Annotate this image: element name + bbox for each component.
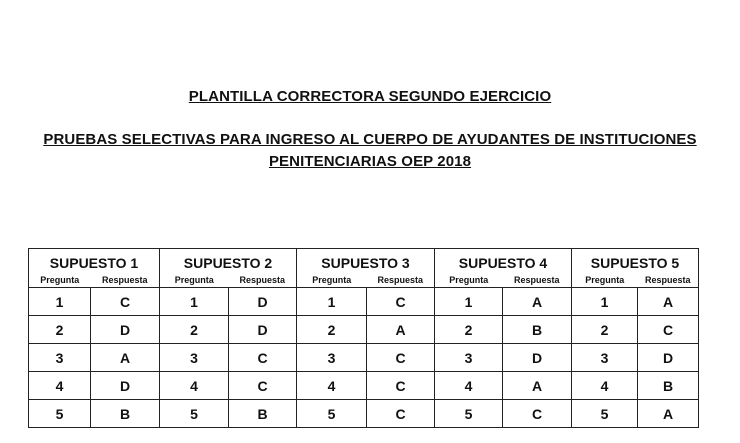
respuesta-cell: C <box>503 400 572 428</box>
pregunta-cell: 4 <box>160 372 229 400</box>
pregunta-cell: 3 <box>572 344 638 372</box>
respuesta-cell: B <box>503 316 572 344</box>
pregunta-cell: 4 <box>572 372 638 400</box>
respuesta-cell: C <box>367 400 435 428</box>
pregunta-cell: 3 <box>160 344 229 372</box>
respuesta-cell: D <box>229 288 297 316</box>
pregunta-cell: 4 <box>435 372 503 400</box>
respuesta-cell: C <box>367 288 435 316</box>
respuesta-header: Respuesta <box>229 274 297 288</box>
respuesta-cell: D <box>638 344 699 372</box>
page-title: PLANTILLA CORRECTORA SEGUNDO EJERCICIO <box>188 88 552 105</box>
table-row <box>29 288 699 316</box>
subtitle-line-1: PRUEBAS SELECTIVAS PARA INGRESO AL CUERPO DE AYUDANTES DE INSTITUCIONES <box>43 131 697 148</box>
supuesto-5-header: SUPUESTO 5 <box>572 249 699 275</box>
pregunta-cell: 3 <box>29 344 91 372</box>
respuesta-header: Respuesta <box>503 274 572 288</box>
pregunta-cell: 5 <box>160 400 229 428</box>
respuesta-cell: C <box>229 344 297 372</box>
respuesta-cell: B <box>91 400 160 428</box>
respuesta-cell: C <box>367 372 435 400</box>
pregunta-cell: 2 <box>572 316 638 344</box>
respuesta-cell: D <box>91 372 160 400</box>
pregunta-cell: 2 <box>160 316 229 344</box>
pregunta-cell: 5 <box>297 400 367 428</box>
table-row <box>29 400 699 428</box>
respuesta-cell: D <box>503 344 572 372</box>
supuesto-2-header: SUPUESTO 2 <box>160 249 297 275</box>
pregunta-header: Pregunta <box>297 274 367 288</box>
supuesto-3-header: SUPUESTO 3 <box>297 249 435 275</box>
supuesto-4-header: SUPUESTO 4 <box>435 249 572 275</box>
pregunta-header: Pregunta <box>435 274 503 288</box>
pregunta-cell: 5 <box>29 400 91 428</box>
table-row <box>29 316 699 344</box>
pregunta-cell: 2 <box>29 316 91 344</box>
pregunta-cell: 4 <box>29 372 91 400</box>
pregunta-cell: 3 <box>297 344 367 372</box>
pregunta-header: Pregunta <box>160 274 229 288</box>
respuesta-header: Respuesta <box>91 274 160 288</box>
table-row <box>29 372 699 400</box>
respuesta-cell: A <box>638 288 699 316</box>
pregunta-cell: 1 <box>29 288 91 316</box>
respuesta-cell: B <box>229 400 297 428</box>
supuesto-1-header: SUPUESTO 1 <box>29 249 160 275</box>
respuesta-cell: C <box>367 344 435 372</box>
respuesta-cell: C <box>638 316 699 344</box>
respuesta-cell: C <box>91 288 160 316</box>
subtitle-line-2: PENITENCIARIAS OEP 2018 <box>268 153 472 170</box>
pregunta-cell: 2 <box>297 316 367 344</box>
respuesta-cell: C <box>229 372 297 400</box>
pregunta-header: Pregunta <box>572 274 638 288</box>
answer-key-table <box>28 248 699 428</box>
pregunta-cell: 4 <box>297 372 367 400</box>
pregunta-cell: 1 <box>435 288 503 316</box>
respuesta-cell: A <box>503 288 572 316</box>
respuesta-cell: D <box>91 316 160 344</box>
pregunta-cell: 2 <box>435 316 503 344</box>
respuesta-cell: A <box>367 316 435 344</box>
respuesta-cell: D <box>229 316 297 344</box>
pregunta-cell: 5 <box>435 400 503 428</box>
column-header-row <box>29 274 699 288</box>
respuesta-cell: A <box>638 400 699 428</box>
respuesta-cell: A <box>91 344 160 372</box>
respuesta-header: Respuesta <box>367 274 435 288</box>
pregunta-cell: 1 <box>297 288 367 316</box>
pregunta-cell: 1 <box>572 288 638 316</box>
supuesto-header-row <box>29 249 699 275</box>
pregunta-cell: 5 <box>572 400 638 428</box>
respuesta-cell: A <box>503 372 572 400</box>
pregunta-cell: 3 <box>435 344 503 372</box>
respuesta-header: Respuesta <box>638 274 699 288</box>
respuesta-cell: B <box>638 372 699 400</box>
table-row <box>29 344 699 372</box>
pregunta-header: Pregunta <box>29 274 91 288</box>
pregunta-cell: 1 <box>160 288 229 316</box>
